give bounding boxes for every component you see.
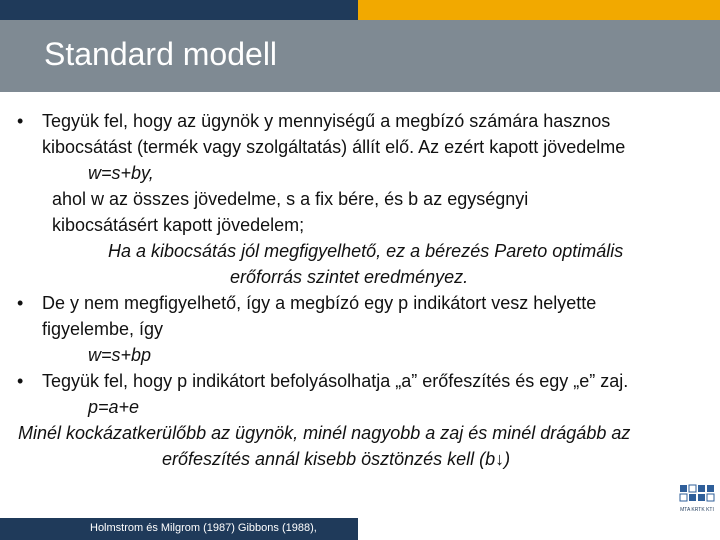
bullet-3: • <box>17 371 24 391</box>
text-line-5: kibocsátásért kapott jövedelem; <box>52 215 305 235</box>
text-line-1: Tegyük fel, hogy az ügynök y mennyiségű a megbízó számára hasznos <box>42 111 611 131</box>
logo-caption: MTA KRTK KTI <box>680 507 714 513</box>
top-bar-gold <box>358 0 720 20</box>
top-bar-dark <box>0 0 358 20</box>
formula-1: w=s+by, <box>88 163 154 183</box>
text-line-2: kibocsátást (termék vagy szolgáltatás) állít elő. Az ezért kapott jövedelme <box>42 137 626 157</box>
formula-2: w=s+bp <box>88 345 152 365</box>
formula-3: p=a+e <box>88 397 140 417</box>
institute-logo-icon <box>678 483 716 515</box>
text-line-11: Tegyük fel, hogy p indikátort befolyásolhatja „a” erőfeszítés és egy „e” zaj. <box>42 371 629 391</box>
text-line-7: erőforrás szintet eredményez. <box>230 267 469 287</box>
footer-citation: Holmstrom és Milgrom (1987) Gibbons (1988), <box>90 522 317 534</box>
text-line-6: Ha a kibocsátás jól megfigyelhető, ez a bérezés Pareto optimális <box>108 241 624 261</box>
text-line-13: Minél kockázatkerülőbb az ügynök, minél nagyobb a zaj és minél drágább az <box>18 423 631 443</box>
bullet-1: • <box>17 111 24 131</box>
slide-title: Standard modell <box>44 36 278 72</box>
text-line-8: De y nem megfigyelhető, így a megbízó egy p indikátort vesz helyette <box>42 293 597 313</box>
text-line-9: figyelembe, így <box>42 319 164 339</box>
text-line-4: ahol w az összes jövedelme, s a fix bére, és b az egységnyi <box>52 189 529 209</box>
bullet-2: • <box>17 293 24 313</box>
text-line-14: erőfeszítés annál kisebb ösztönzés kell (b↓) <box>162 449 511 469</box>
